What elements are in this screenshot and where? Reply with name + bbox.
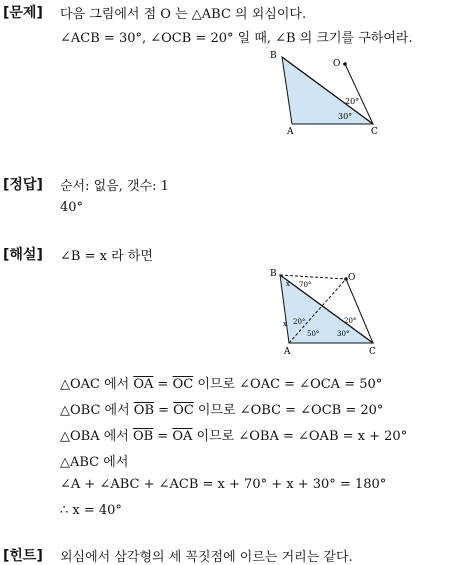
fig2-angle-x-top: x: [286, 280, 290, 288]
fig2-angle-a-50: 50°: [307, 330, 320, 338]
fig1-point-c: C: [371, 127, 378, 137]
segment-oc: $\overline{OC}$: [173, 403, 194, 418]
fig2-angle-a-20: 20°: [293, 318, 306, 326]
solution-intro: ∠B = x 라 하면: [60, 249, 153, 264]
solution-line-obc: △OBC 에서 $\overline{OB} = \overline{OC}$ 이므로 ∠OBC = ∠OCB = 20°: [60, 403, 384, 418]
fig2-point-o: O: [348, 273, 356, 283]
segment-ob: $\overline{OB}$: [132, 429, 154, 444]
fig2-angle-x-left: x: [283, 320, 287, 328]
fig1-angle-acb: 30°: [338, 112, 353, 121]
solution-line-sum: ∠A + ∠ABC + ∠ACB = x + 70° + x + 30° = 180°: [60, 477, 387, 492]
problem-label: [문제]: [3, 5, 43, 21]
solution-line-oba: △OBA 에서 $\overline{OB} = \overline{OA}$ 이므로 ∠OBA = ∠OAB = x + 20°: [60, 429, 408, 444]
problem-line-1: 다음 그림에서 점 O 는 △ABC 의 외심이다.: [60, 7, 307, 22]
fig2-angle-c-30: 30°: [337, 330, 350, 338]
segment-oa: $\overline{OA}$: [133, 377, 154, 392]
segment-oa: $\overline{OA}$: [172, 429, 193, 444]
hint-text: 외심에서 삼각형의 세 꼭짓점에 이르는 거리는 같다.: [60, 550, 353, 565]
answer-line-1: 순서: 없음, 갯수: 1: [60, 179, 169, 194]
solution-figure: [268, 266, 380, 362]
problem-line-2: ∠ACB = 30°, ∠OCB = 20° 일 때, ∠B 의 크기를 구하여라.: [60, 31, 413, 46]
solution-line-result: ∴ x = 40°: [60, 503, 122, 518]
problem-figure: [265, 48, 395, 140]
fig2-point-c: C: [369, 347, 376, 357]
solution-line-abc: △ABC 에서: [60, 455, 129, 470]
fig2-point-b: B: [270, 269, 277, 279]
answer-label: [정답]: [3, 177, 43, 193]
fig2-angle-70: 70°: [299, 281, 312, 289]
hint-label: [힌트]: [3, 548, 43, 564]
segment-ob: $\overline{OB}$: [133, 403, 154, 418]
fig2-angle-c-20: 20°: [344, 317, 357, 325]
fig1-point-a: A: [287, 127, 294, 137]
fig1-point-b: B: [270, 51, 277, 61]
solution-line-oac: △OAC 에서 $\overline{OA} = \overline{OC}$ 이므로 ∠OAC = ∠OCA = 50°: [60, 377, 383, 392]
fig1-point-o: O: [333, 59, 341, 69]
fig1-angle-ocb: 20°: [345, 97, 360, 106]
solution-label: [해설]: [3, 247, 43, 263]
answer-value: 40°: [60, 200, 84, 215]
fig2-point-a: A: [284, 347, 291, 357]
segment-oc: $\overline{OC}$: [172, 377, 194, 392]
